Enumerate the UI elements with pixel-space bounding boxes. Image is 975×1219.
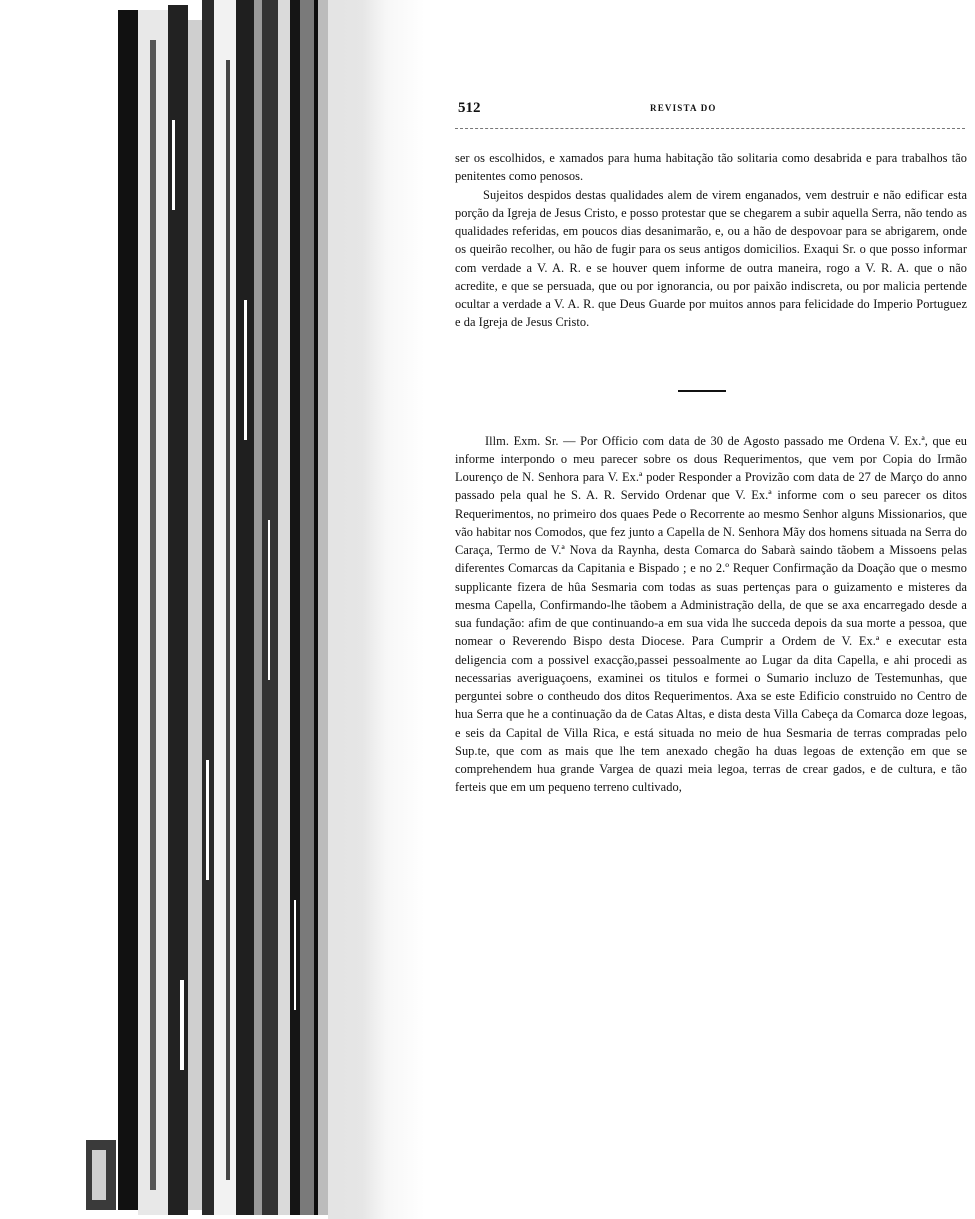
section-divider	[678, 390, 726, 392]
page-number: 512	[458, 100, 481, 116]
scan-gutter	[0, 0, 425, 1219]
book-edge-artifact	[0, 0, 425, 1219]
journal-title: REVISTA DO	[650, 103, 717, 113]
paragraph-conclusion: Sujeitos despidos destas qualidades alem de virem enganados, vem destruir e não edificar esta porção da Igreja de Jesus Cristo, e posso protestar que se chegarem a subir aquella Serra, não tendo as qualidades referidas, em poucos dias desanimarão, e, ou a hão de despovoar para se abrigarem, onde os queirão recolher, ou hão de fugir para os seus antigos domicilios. Exaqui Sr. o que posso informar com verdade a V. A. R. e se houver quem informe de outra maneira, rogo a V. R. A. que o não acredite, e que se persuada, que ou por ignorancia, ou por paixão indiscreta, ou por malicia pertende ocultar a verdade a V. A. R. que Deus Guarde por muitos annos para felicidade do Imperio Portuguez e da Igreja de Jesus Cristo.	[455, 187, 967, 330]
book-page	[455, 100, 967, 797]
letter-body: Illm. Exm. Sr. — Por Officio com data de 30 de Agosto passado me Ordena V. Ex.ª, que eu informe interpondo o meu parecer sobre os dous Requerimentos, que vem por Copia do Irmão Lourenço de N. Senhora para V. Ex.ª poder Responder a Provizão com data de 27 de Março do anno passado pela qual he S. A. R. Servido Ordenar que V. Ex.ª informe com o seu parecer os ditos Requerimentos, no primeiro dos quaes Pede o Recorrente ao mesmo Senhor alguns Missionarios, que vão habitar nos Comodos, que fez junto a Capella de N. Senhora Mãy dos homens situada na Serra do Caraça, Termo de V.ª Nova da Raynha, desta Comarca do Sabarà saindo tãobem a Missoens pelas diferentes Comarcas da Capitania e Bispado ; e no 2.º Requer Confirmação da Doação que o mesmo supplicante fizera de hûa Sesmaria com todas as suas pertenças para o guizamento e misteres da mesma Capella, Confirmando-lhe tãobem a Administração della, de que se axa encarregado desde a sua fundação: afim de que continuando-a em sua vida lhe succeda depois da sua morte a pessoa, que nomear o Reverendo Bispo desta Diocese. Para Cumprir a Ordem de V. Ex.ª e executar esta deligencia com a possivel exacção,passei pessoalmente ao Lugar da dita Capella, e ahi procedi as necessarias averiguaçoens, examinei os titulos e formei o Sumario incluzo de Testemunhas, que perguntei sobre o contheudo dos ditos Requerimentos. Axa se este Edificio construido no Centro de hua Serra que he a continuação da de Catas Altas, e dista desta Villa Cabeça da Comarca doze legoas, e seis da Capital de Villa Rica, e está situada no meio de hua Sesmaria de terras compradas pelo Sup.te, que com as mais que lhe tem anexado chegão ha duas legoas de extenção em que se comprehendem hua grande Vargea de quazi meia legoa, terras de crear gados, e de cultura, e tão ferteis que em um pequeno terreno cultivado,	[455, 433, 967, 795]
running-head	[455, 100, 967, 126]
paragraph-continuation: ser os escolhidos, e xamados para huma habitação tão solitaria como desabrida e para trabalhos tão penitentes como penosos.	[455, 151, 967, 184]
header-rule	[455, 128, 965, 129]
